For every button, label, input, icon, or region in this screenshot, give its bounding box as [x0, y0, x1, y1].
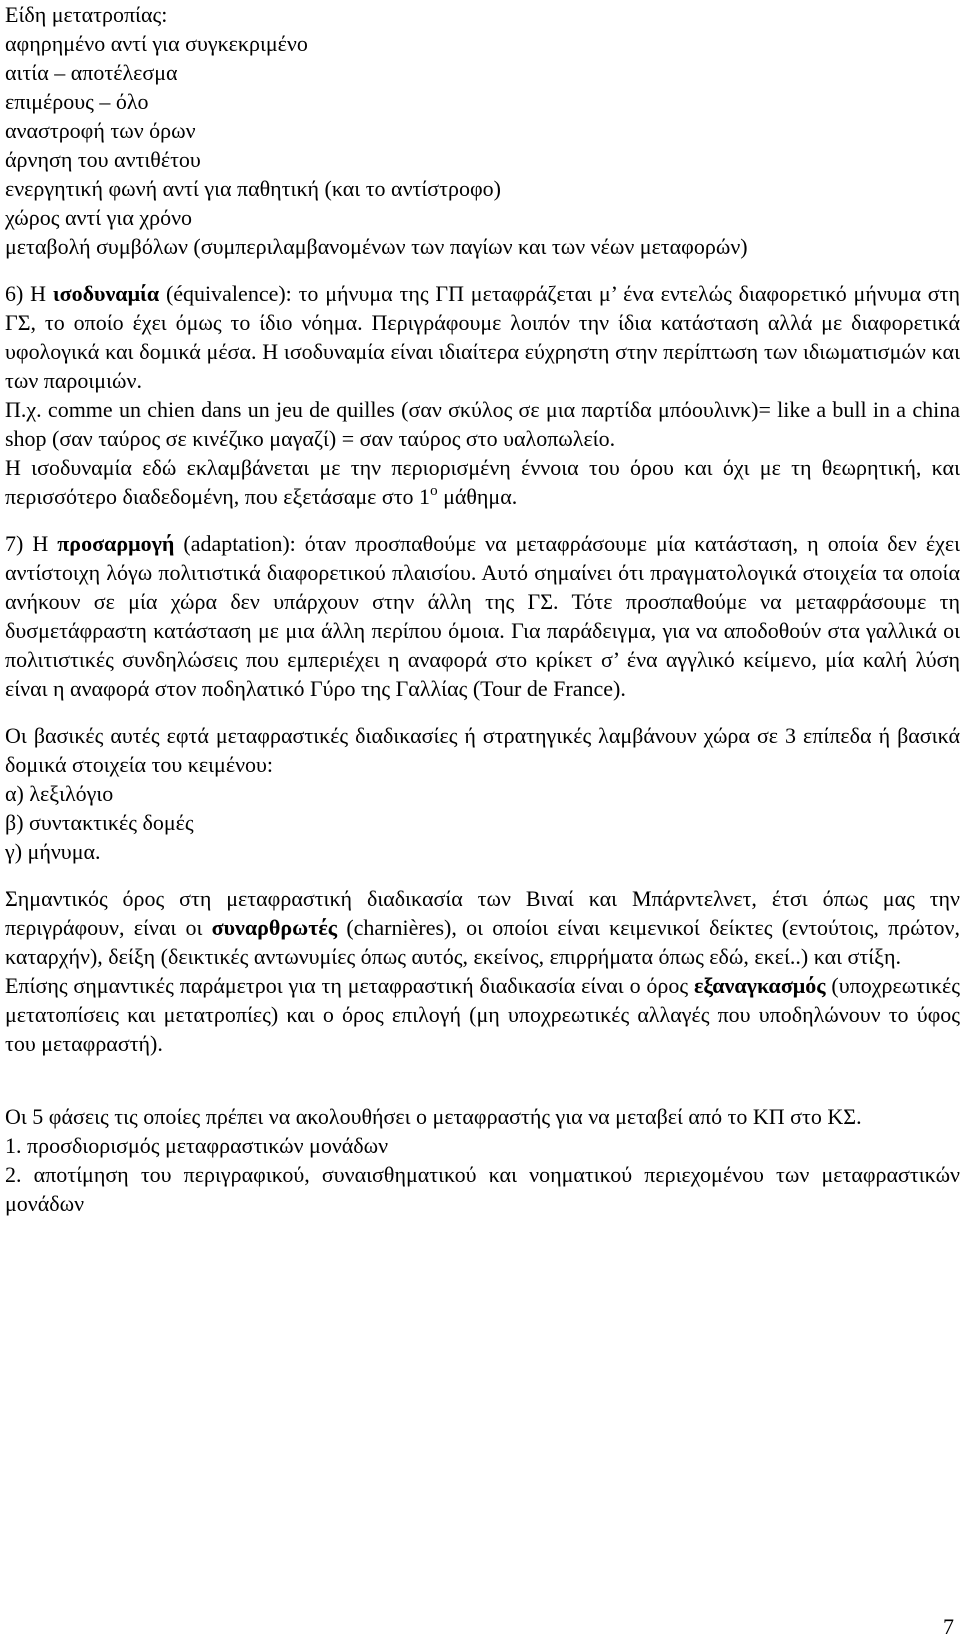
- term-constraint: εξαναγκασμός: [694, 973, 826, 998]
- list-item: γ) μήνυμα.: [5, 839, 101, 864]
- constraint-paragraph: [5, 971, 960, 1058]
- constraint-text-end: (υποχρεωτικές μετατοπίσεις και μετατροπίες) και ο όρος επιλογή (μη υποχρεωτικές αλλαγές που υποδηλώνουν το ύφος του μεταφραστή).: [5, 973, 960, 1056]
- phases-section: [5, 1102, 960, 1218]
- levels-intro: Οι βασικές αυτές εφτά μεταφραστικές διαδικασίες ή στρατηγικές λαμβάνουν χώρα σε 3 επίπεδα ή βασικά δομικά στοιχεία του κειμένου:: [5, 723, 960, 777]
- connectors-section: [5, 884, 960, 1058]
- note-text: Η ισοδυναμία εδώ εκλαμβάνεται με την περιορισμένη έννοια του όρου και όχι με τη θεωρητική, και περισσότερο διαδεδομένη, που εξετάσαμε στο 1: [5, 455, 960, 509]
- adaptation-paragraph: [5, 529, 960, 703]
- list-item: 2. αποτίμηση του περιγραφικού, συναισθηματικού και νοηματικού περιεχομένου των μεταφραστικών μονάδων: [5, 1162, 960, 1216]
- list-item: α) λεξιλόγιο: [5, 781, 114, 806]
- list-item: μεταβολή συμβόλων (συμπεριλαμβανομένων των παγίων και των νέων μεταφορών): [5, 234, 748, 259]
- adaptation-section: [5, 529, 960, 703]
- adaptation-body: (adaptation): όταν προσπαθούμε να μεταφράσουμε μία κατάσταση, η οποία δεν έχει αντίστοιχη λόγω πολιτιστικά διαφορετικού πλαισίου. Αυτό σημαίνει ότι πραγματολογικά στοιχεία τα οποία ανήκουν σε μία χώρα δεν υπάρχουν στην άλλη της ΓΣ. Τότε προσπαθούμε να μεταφράσουμε τη δυσμετάφραστη κατάσταση με μια άλλη περίπου όμοια. Για παράδειγμα, για να αποδοθούν στα γαλλικά οι πολιτιστικές συνδηλώσεις που εμπεριέχει η αναφορά στο κρίκετ σ’ ένα αγγλικό κείμενο, μία καλή λύση είναι η αναφορά στον ποδηλατικό Γύρο της Γαλλίας (Tour de France).: [5, 531, 960, 701]
- phases-intro: Οι 5 φάσεις τις οποίες πρέπει να ακολουθήσει ο μεταφραστής για να μεταβεί από το ΚΠ στο ΚΣ.: [5, 1104, 862, 1129]
- list-item: άρνηση του αντιθέτου: [5, 147, 201, 172]
- list-item: 1. προσδιορισμός μεταφραστικών μονάδων: [5, 1133, 389, 1158]
- item-prefix: 6) Η: [5, 281, 53, 306]
- equivalence-body: (équivalence): το μήνυμα της ΓΠ μεταφράζεται μ’ ένα εντελώς διαφορετικό μήνυμα στη ΓΣ, το οποίο έχει όμως το ίδιο νόημα. Περιγράφουμε λοιπόν την ίδια κατάσταση αλλά με διαφορετικά υφολογικά και δομικά μέσα. Η ισοδυναμία είναι ιδιαίτερα εύχρηστη στην περίπτωση των ιδιωματισμών και των παροιμιών.: [5, 281, 960, 393]
- list-item: αιτία – αποτέλεσμα: [5, 60, 178, 85]
- connectors-text: Σημαντικός όρος στη μεταφραστική διαδικασία των Βιναί και Μπάρντελνετ, έτσι όπως μας την περιγράφουν, είναι οι: [5, 886, 960, 940]
- section-title: Είδη μετατροπίας:: [5, 2, 168, 27]
- list-item: χώρος αντί για χρόνο: [5, 205, 193, 230]
- document-page: [5, 0, 960, 1218]
- list-item: επιμέρους – όλο: [5, 89, 149, 114]
- equivalence-note: [5, 453, 960, 511]
- connectors-paragraph: [5, 884, 960, 971]
- levels-section: [5, 721, 960, 866]
- item-prefix: 7) Η: [5, 531, 58, 556]
- equivalence-paragraph: [5, 279, 960, 395]
- note-text-end: μάθημα.: [437, 484, 518, 509]
- term-equivalence: ισοδυναμία: [52, 281, 160, 306]
- list-item: β) συντακτικές δομές: [5, 810, 194, 835]
- term-adaptation: προσαρμογή: [57, 531, 175, 556]
- list-item: αφηρημένο αντί για συγκεκριμένο: [5, 31, 308, 56]
- constraint-text: Επίσης σημαντικές παράμετροι για τη μεταφραστική διαδικασία είναι ο όρος: [5, 973, 695, 998]
- page-number: 7: [943, 1614, 954, 1639]
- equivalence-section: [5, 279, 960, 511]
- connectors-text-end: (charnières), οι οποίοι είναι κειμενικοί δείκτες (εντούτοις, πρώτον, καταρχήν), δείξη (δεικτικές αντωνυμίες όπως αυτός, εκείνος, επιρρήματα όπως εδώ, εκεί..) και στίξη.: [5, 915, 960, 969]
- equivalence-example: Π.χ. comme un chien dans un jeu de quilles (σαν σκύλος σε μια παρτίδα μπόουλινκ)= like a bull in a china shop (σαν ταύρος σε κινέζικο μαγαζί) = σαν ταύρος στο υαλοπωλείο.: [5, 397, 960, 451]
- modulation-types-section: [5, 0, 960, 261]
- list-item: αναστροφή των όρων: [5, 118, 196, 143]
- term-connectors: συναρθρωτές: [211, 915, 338, 940]
- list-item: ενεργητική φωνή αντί για παθητική (και το αντίστροφο): [5, 176, 501, 201]
- ordinal-superscript: ο: [430, 483, 438, 499]
